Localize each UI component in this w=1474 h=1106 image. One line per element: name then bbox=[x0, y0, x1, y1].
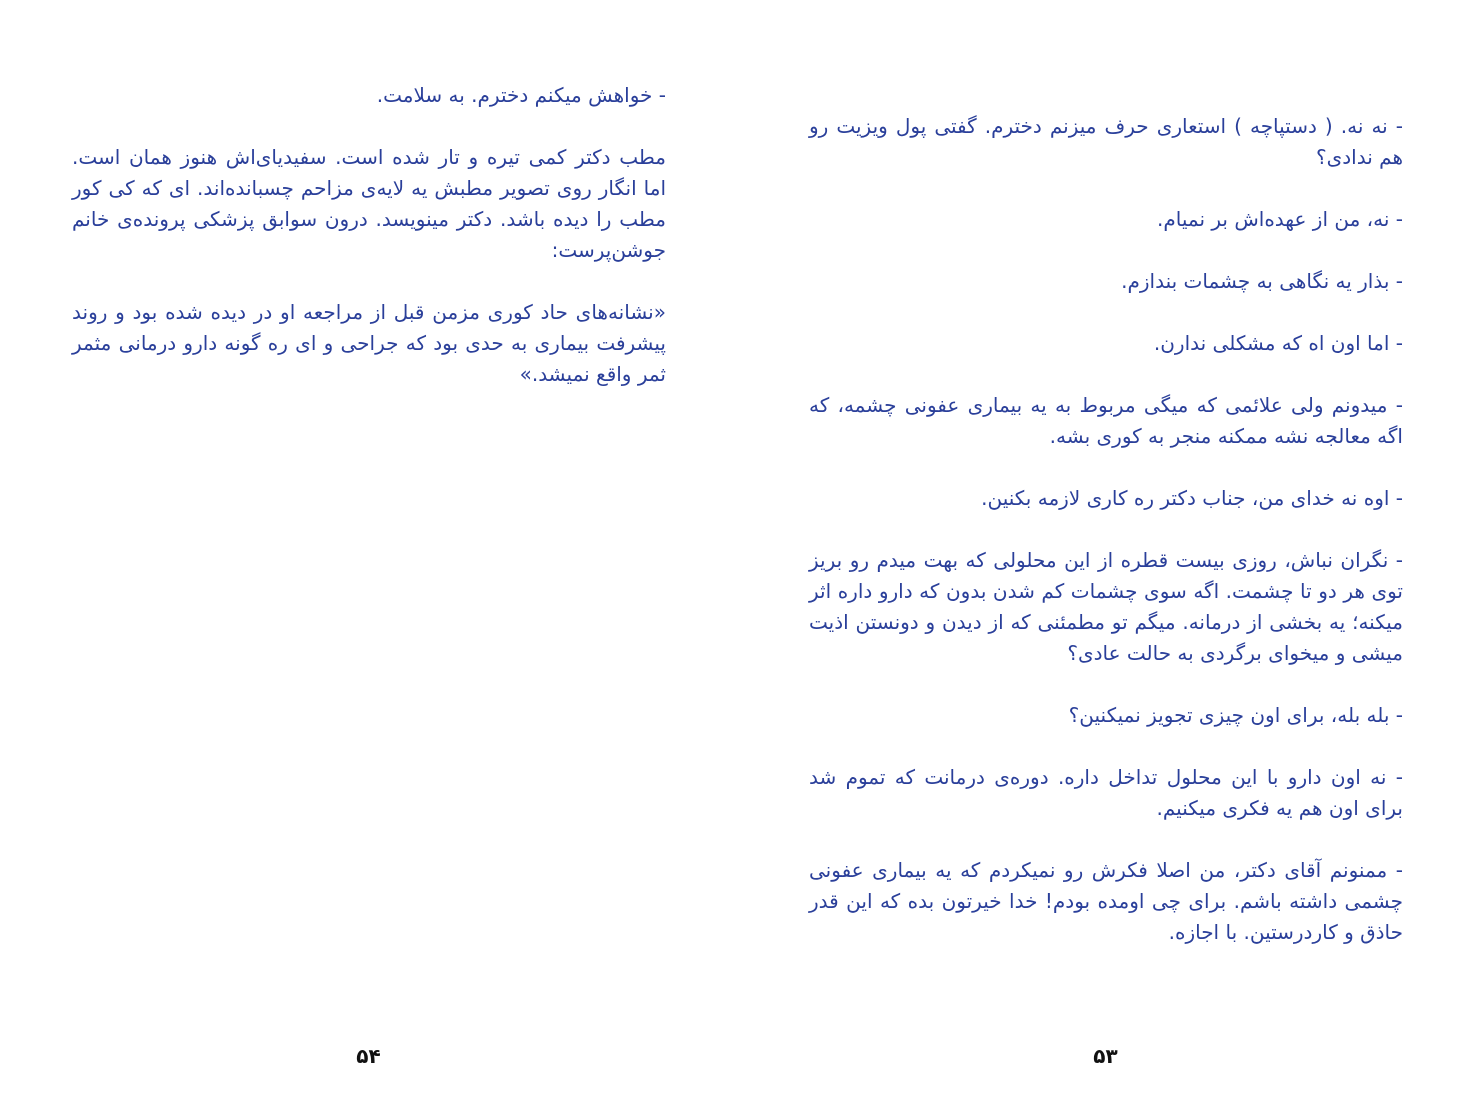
paragraph: - بذار یه نگاهی به چشمات بندازم. bbox=[1121, 269, 1403, 293]
paragraph: - میدونم ولی علائمی که میگی مربوط به یه بیماری عفونی چشمه، که اگه معالجه نشه ممکنه منجر به کوری بشه. bbox=[809, 393, 1403, 448]
paragraph: - نگران نباش، روزی بیست قطره از این محلولی که بهت میدم رو بریز توی هر دو تا چشمت. اگه سوی چشمات کم شدن بدون که دارو داره اثر میکنه؛ یه بخشی از درمانه. میگم تو مطمئنی که از دیدن و دونستن اذیت میشی و میخوای برگردی به حالت عادی؟ bbox=[809, 548, 1403, 665]
paragraph: - ممنونم آقای دکتر، من اصلا فکرش رو نمیکردم که یه بیماری عفونی چشمی داشته باشم. برای چی اومده بودم! خدا خیرتون بده که این قدر حاذق و کاردرستین. با اجازه. bbox=[809, 858, 1403, 944]
paragraph: - نه اون دارو با این محلول تداخل داره. دوره‌ی درمانت که تموم شد برای اون هم یه فکری میکنیم. bbox=[809, 765, 1403, 820]
paragraph: - نه، من از عهده‌اش بر نمیام. bbox=[1157, 207, 1403, 231]
page-number: ۵۴ bbox=[356, 1044, 381, 1068]
left-page-text bbox=[72, 80, 666, 421]
right-page bbox=[737, 0, 1474, 1106]
paragraph: - نه نه. ( دستپاچه ) استعاری حرف میزنم دخترم. گفتی پول ویزیت رو هم ندادی؟ bbox=[809, 114, 1403, 169]
paragraph: - خواهش میکنم دخترم. به سلامت. bbox=[376, 83, 666, 107]
paragraph: مطب دکتر کمی تیره و تار شده است. سفیدیای‌اش هنوز همان است. اما انگار روی تصویر مطبش یه لایه‌ی مزاحم چسبانده‌اند. ای که کی کور مطب را دیده باشد. دکتر مینویسد. درون سوابق پزشکی پرونده‌ی خانم جوشن‌پرست: bbox=[72, 145, 666, 262]
paragraph: «نشانه‌های حاد کوری مزمن قبل از مراجعه او در دیده شده بود و روند پیشرفت بیماری به حدی بود که جراحی و ای ره گونه دارو درمانی مثمر ثمر واقع نمیشد.» bbox=[72, 300, 666, 386]
right-page-text bbox=[809, 111, 1403, 979]
paragraph: - اما اون اه که مشکلی ندارن. bbox=[1153, 331, 1403, 355]
page-number: ۵۳ bbox=[1093, 1044, 1118, 1068]
paragraph: - بله بله، برای اون چیزی تجویز نمیکنین؟ bbox=[1068, 703, 1403, 727]
paragraph: - اوه نه خدای من، جناب دکتر ره کاری لازمه بکنین. bbox=[981, 486, 1403, 510]
